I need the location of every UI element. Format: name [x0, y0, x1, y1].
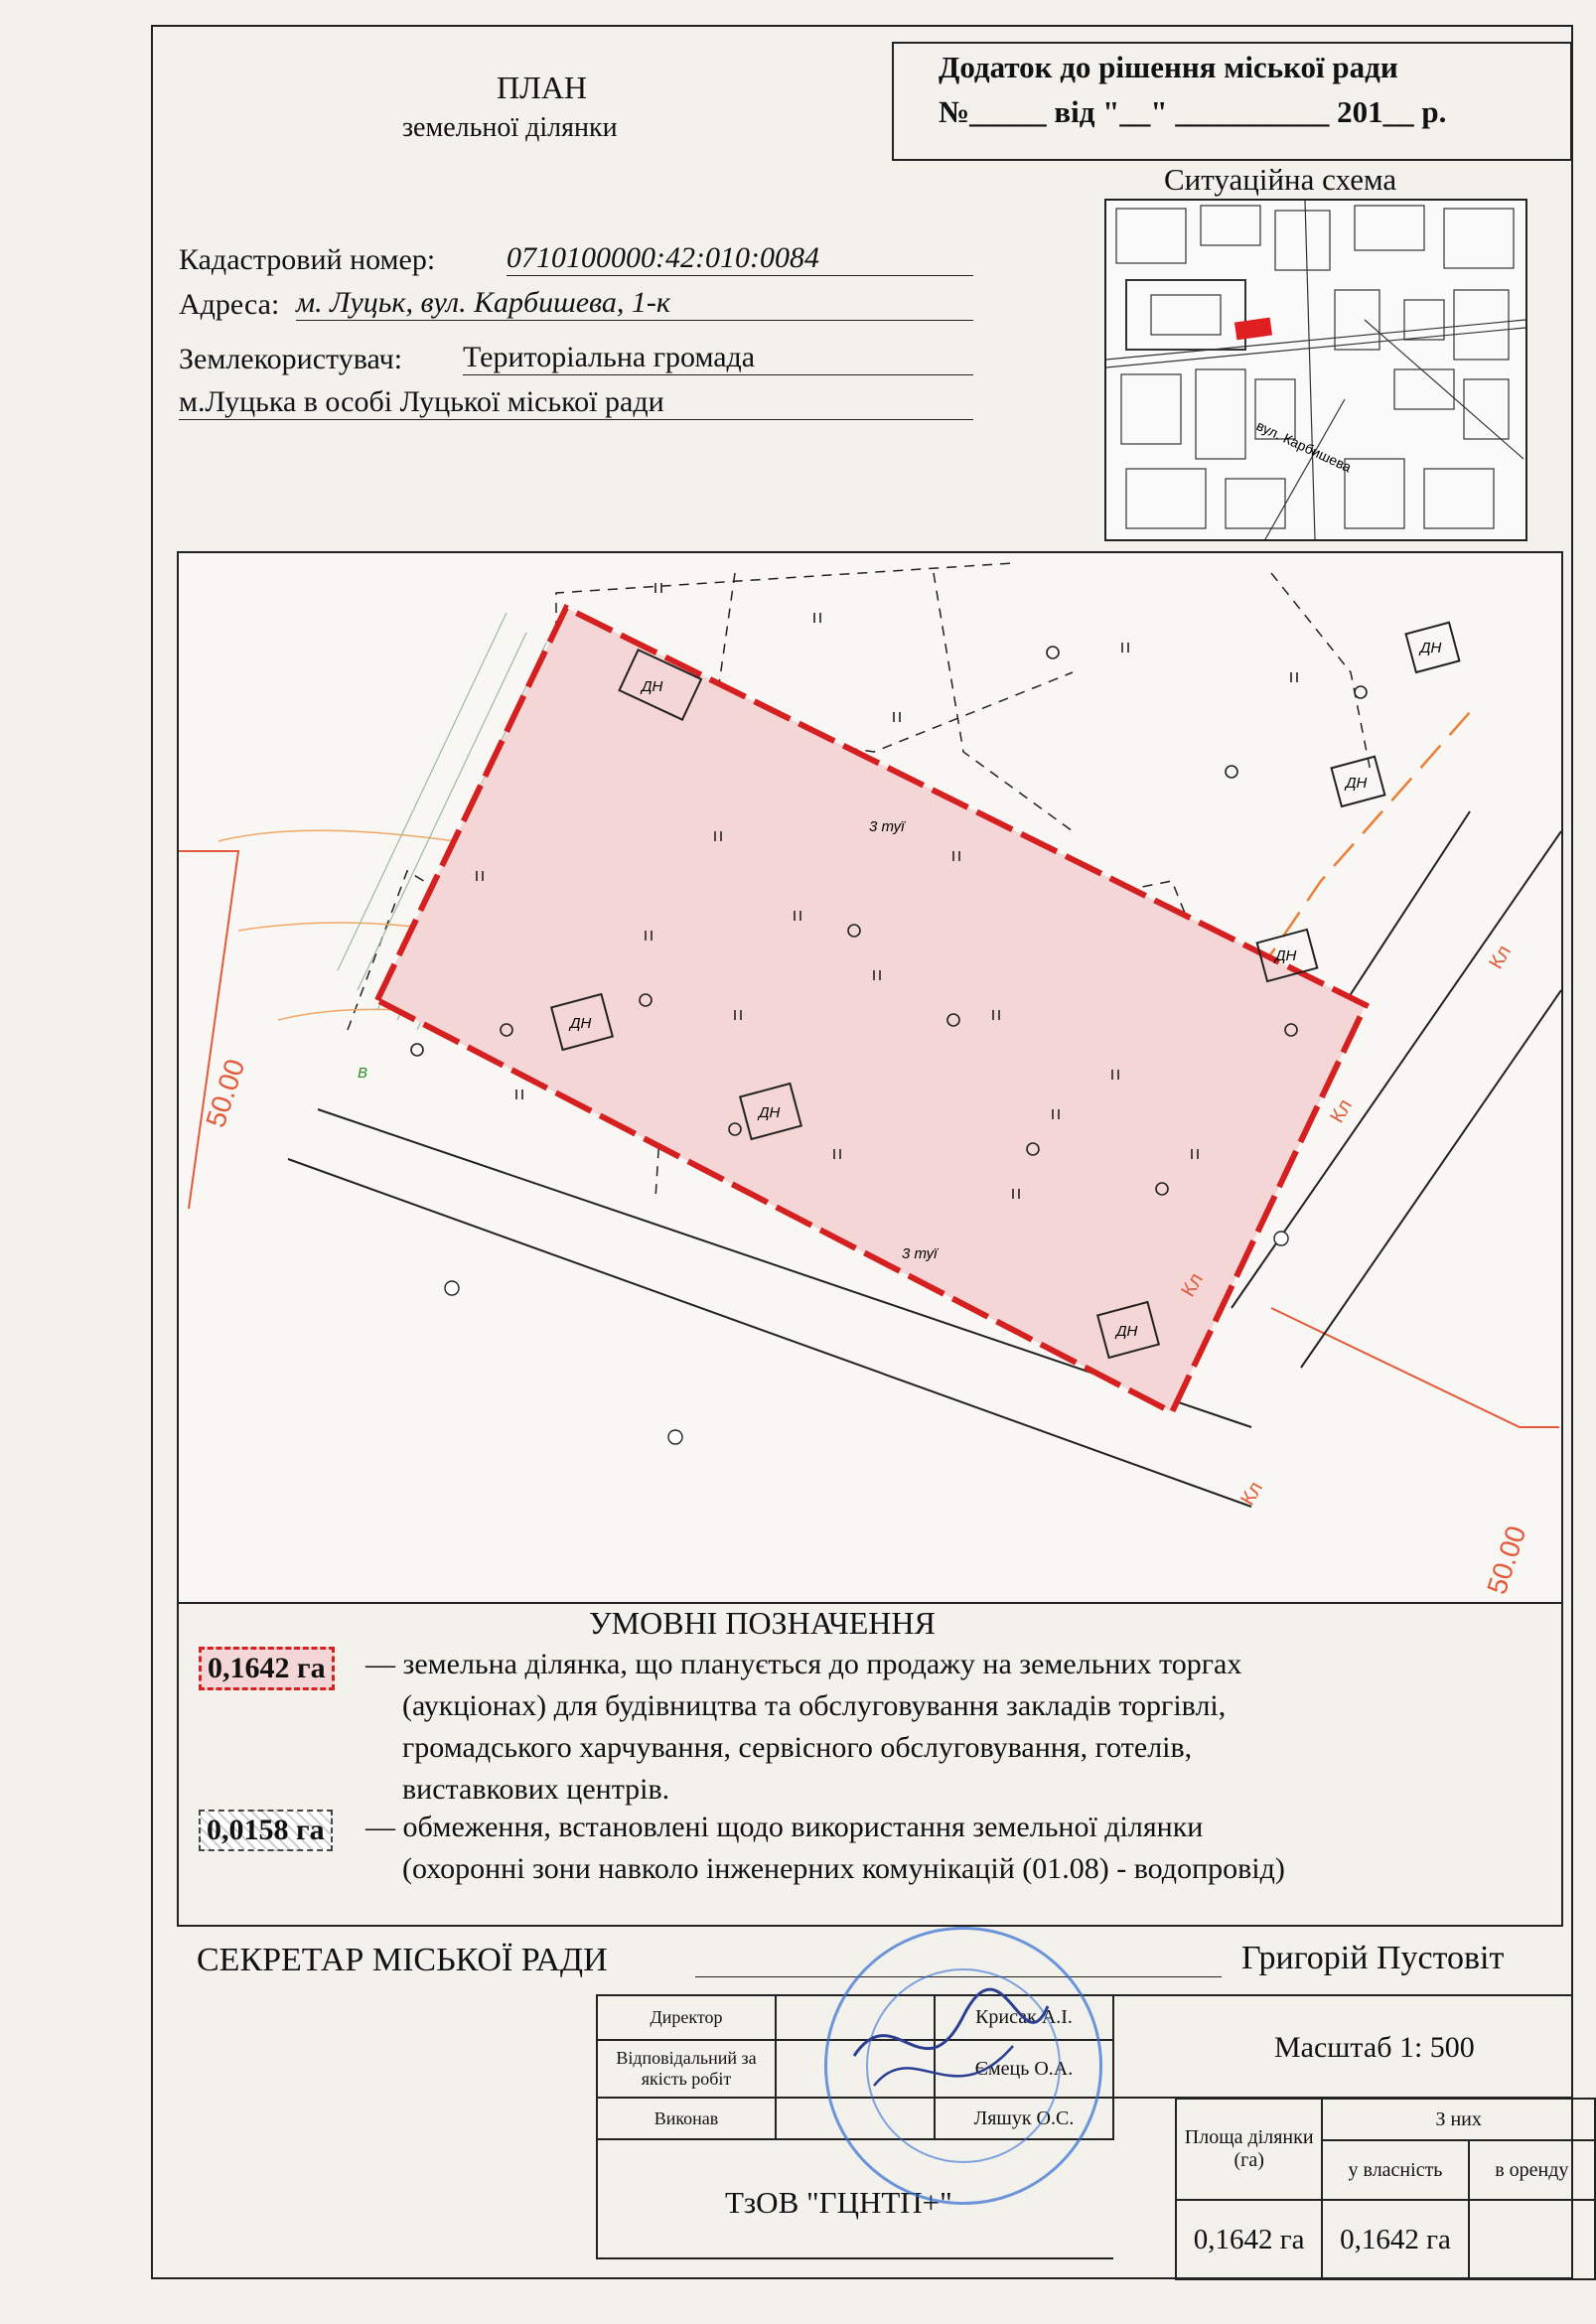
dimension-label-right: 50.00 — [1481, 1522, 1532, 1598]
land-parcel-polygon — [377, 608, 1366, 1412]
legend-parcel-line3: громадського харчування, сервісного обслуговування, готелів, — [402, 1731, 1193, 1764]
rent-header: в оренду — [1469, 2140, 1595, 2200]
area-value: 0,1642 га — [1176, 2200, 1322, 2279]
firm-name: ТзОВ "ГЦНТП+" — [725, 2185, 952, 2220]
land-user-value-line1: Територіальна громада — [463, 341, 973, 375]
cadastral-value: 0710100000:42:010:0084 — [507, 241, 973, 276]
land-user-value-line2: м.Луцька в особі Луцької міської ради — [179, 385, 973, 420]
trees-label-2: 3 туї — [902, 1245, 938, 1262]
cable-label-1: Кл — [1177, 1269, 1208, 1301]
legend-restriction-badge: 0,0158 га — [199, 1810, 333, 1851]
role-director: Директор — [597, 1995, 776, 2040]
legend-parcel-line2: (аукціонах) для будівництва та обслуговування закладів торгівлі, — [402, 1689, 1227, 1722]
signature-scribble — [834, 1976, 1063, 2125]
owned-header: у власність — [1322, 2140, 1468, 2200]
address-value: м. Луцьк, вул. Карбишева, 1-к — [296, 286, 973, 321]
building-label-1: ДН — [642, 678, 663, 695]
of-them-header: З них — [1322, 2099, 1595, 2140]
area-table — [1175, 2098, 1596, 2280]
plan-subtitle: земельної ділянки — [402, 112, 618, 143]
secretary-name: Григорій Пустовіт — [1241, 1940, 1505, 1976]
plan-drawing-area — [177, 551, 1563, 1604]
building-label-4: ДН — [1116, 1323, 1138, 1340]
legend-restriction-line1: — обмеження, встановлені щодо використання земельної ділянки — [365, 1811, 1204, 1843]
legend-parcel-line1: — земельна ділянка, що планується до продажу на земельних торгах — [365, 1648, 1242, 1680]
rent-value — [1469, 2200, 1595, 2279]
addendum-line2: №_____ від "__" __________ 201__ р. — [939, 94, 1447, 129]
name-quality: Ємець О.А. — [935, 2040, 1113, 2098]
water-label: В — [358, 1065, 368, 1082]
address-label: Адреса: — [179, 288, 280, 321]
legend-title: УМОВНІ ПОЗНАЧЕННЯ — [589, 1605, 936, 1641]
situation-map-drawing — [1106, 201, 1525, 539]
dimension-label-left: 50.00 — [200, 1055, 251, 1131]
legend-parcel-line4: виставкових центрів. — [402, 1773, 670, 1806]
cable-label-4: Кл — [1236, 1478, 1267, 1510]
plan-title: ПЛАН — [497, 70, 588, 105]
role-executor: Виконав — [597, 2098, 776, 2139]
role-quality: Відповідальний за якість робіт — [597, 2040, 776, 2098]
building-label-5: ДН — [1275, 947, 1297, 964]
name-director: Крисак А.І. — [935, 1995, 1113, 2040]
building-label-6: ДН — [1346, 775, 1368, 792]
addendum-line1: Додаток до рішення міської ради — [939, 50, 1398, 84]
situation-scheme-map — [1104, 199, 1527, 541]
situation-street-label: вул. Карбишева — [1253, 417, 1355, 476]
building-label-2: ДН — [570, 1015, 592, 1032]
situation-scheme-title: Ситуаційна схема — [1164, 162, 1397, 197]
cable-label-3: Кл — [1485, 942, 1516, 973]
scale-label: Масштаб 1: 500 — [1274, 2031, 1475, 2064]
trees-label-1: 3 туї — [869, 818, 905, 835]
building-label-3: ДН — [759, 1104, 781, 1121]
owned-value: 0,1642 га — [1322, 2200, 1468, 2279]
cable-label-2: Кл — [1326, 1095, 1357, 1127]
building-label-7: ДН — [1420, 640, 1442, 656]
legend-restriction-line2: (охоронні зони навколо інженерних комунікацій (01.08) - водопровід) — [402, 1852, 1285, 1885]
secretary-label: СЕКРЕТАР МІСЬКОЇ РАДИ — [197, 1942, 608, 1978]
land-user-label: Землекористувач: — [179, 343, 403, 375]
land-plan-map — [179, 553, 1561, 1602]
name-executor: Ляшук О.С. — [935, 2098, 1113, 2139]
legend-parcel-badge: 0,1642 га — [199, 1647, 335, 1690]
cadastral-label: Кадастровий номер: — [179, 243, 436, 276]
area-header: Площа ділянки (га) — [1176, 2099, 1322, 2200]
